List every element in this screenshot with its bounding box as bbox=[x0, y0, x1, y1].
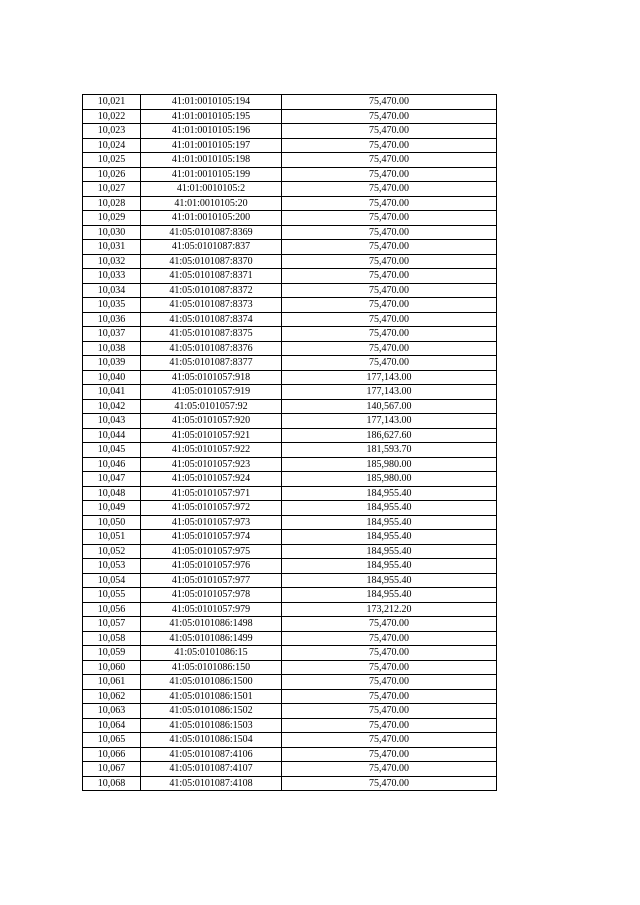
row-number-cell: 10,045 bbox=[83, 443, 141, 458]
table-row bbox=[83, 370, 497, 385]
cadastral-number-cell: 41:01:0010105:20 bbox=[141, 196, 282, 211]
row-number-cell: 10,030 bbox=[83, 225, 141, 240]
row-number-cell: 10,039 bbox=[83, 356, 141, 371]
cadastral-number-cell: 41:01:0010105:194 bbox=[141, 95, 282, 110]
cadastral-number-cell: 41:05:0101057:918 bbox=[141, 370, 282, 385]
row-number-cell: 10,059 bbox=[83, 646, 141, 661]
cadastral-number-cell: 41:05:0101057:971 bbox=[141, 486, 282, 501]
table-row bbox=[83, 530, 497, 545]
table-row bbox=[83, 385, 497, 400]
value-cell: 184,955.40 bbox=[282, 559, 497, 574]
value-cell: 185,980.00 bbox=[282, 472, 497, 487]
cadastral-number-cell: 41:05:0101057:924 bbox=[141, 472, 282, 487]
value-cell: 186,627.60 bbox=[282, 428, 497, 443]
cadastral-number-cell: 41:05:0101057:977 bbox=[141, 573, 282, 588]
table-row bbox=[83, 414, 497, 429]
row-number-cell: 10,050 bbox=[83, 515, 141, 530]
row-number-cell: 10,033 bbox=[83, 269, 141, 284]
row-number-cell: 10,034 bbox=[83, 283, 141, 298]
table-row bbox=[83, 269, 497, 284]
cadastral-number-cell: 41:05:0101086:15 bbox=[141, 646, 282, 661]
row-number-cell: 10,036 bbox=[83, 312, 141, 327]
cadastral-number-cell: 41:05:0101087:4106 bbox=[141, 747, 282, 762]
value-cell: 75,470.00 bbox=[282, 298, 497, 313]
cadastral-number-cell: 41:05:0101087:837 bbox=[141, 240, 282, 255]
row-number-cell: 10,061 bbox=[83, 675, 141, 690]
table-row bbox=[83, 515, 497, 530]
table-body bbox=[83, 95, 497, 791]
value-cell: 177,143.00 bbox=[282, 370, 497, 385]
cadastral-number-cell: 41:01:0010105:197 bbox=[141, 138, 282, 153]
table-row bbox=[83, 704, 497, 719]
value-cell: 75,470.00 bbox=[282, 675, 497, 690]
value-cell: 75,470.00 bbox=[282, 283, 497, 298]
row-number-cell: 10,060 bbox=[83, 660, 141, 675]
data-table bbox=[82, 94, 497, 791]
table-row bbox=[83, 124, 497, 139]
table-row bbox=[83, 211, 497, 226]
cadastral-number-cell: 41:05:0101057:973 bbox=[141, 515, 282, 530]
cadastral-number-cell: 41:05:0101087:8369 bbox=[141, 225, 282, 240]
table-row bbox=[83, 153, 497, 168]
value-cell: 75,470.00 bbox=[282, 617, 497, 632]
table-row bbox=[83, 443, 497, 458]
value-cell: 177,143.00 bbox=[282, 385, 497, 400]
row-number-cell: 10,067 bbox=[83, 762, 141, 777]
cadastral-number-cell: 41:05:0101087:8373 bbox=[141, 298, 282, 313]
row-number-cell: 10,054 bbox=[83, 573, 141, 588]
cadastral-number-cell: 41:01:0010105:195 bbox=[141, 109, 282, 124]
table-row bbox=[83, 588, 497, 603]
row-number-cell: 10,026 bbox=[83, 167, 141, 182]
value-cell: 184,955.40 bbox=[282, 573, 497, 588]
row-number-cell: 10,025 bbox=[83, 153, 141, 168]
value-cell: 75,470.00 bbox=[282, 196, 497, 211]
table-row bbox=[83, 718, 497, 733]
table-row bbox=[83, 283, 497, 298]
table-row bbox=[83, 573, 497, 588]
table-row bbox=[83, 225, 497, 240]
cadastral-number-cell: 41:05:0101057:920 bbox=[141, 414, 282, 429]
table-row bbox=[83, 646, 497, 661]
table-row bbox=[83, 472, 497, 487]
value-cell: 75,470.00 bbox=[282, 733, 497, 748]
cadastral-number-cell: 41:05:0101057:922 bbox=[141, 443, 282, 458]
cadastral-number-cell: 41:05:0101087:8374 bbox=[141, 312, 282, 327]
row-number-cell: 10,051 bbox=[83, 530, 141, 545]
table-row bbox=[83, 501, 497, 516]
value-cell: 75,470.00 bbox=[282, 689, 497, 704]
cadastral-number-cell: 41:05:0101087:8376 bbox=[141, 341, 282, 356]
table-row bbox=[83, 457, 497, 472]
value-cell: 75,470.00 bbox=[282, 240, 497, 255]
value-cell: 184,955.40 bbox=[282, 486, 497, 501]
cadastral-number-cell: 41:05:0101057:974 bbox=[141, 530, 282, 545]
row-number-cell: 10,023 bbox=[83, 124, 141, 139]
table-row bbox=[83, 327, 497, 342]
value-cell: 75,470.00 bbox=[282, 631, 497, 646]
value-cell: 75,470.00 bbox=[282, 211, 497, 226]
table-row bbox=[83, 182, 497, 197]
row-number-cell: 10,040 bbox=[83, 370, 141, 385]
row-number-cell: 10,042 bbox=[83, 399, 141, 414]
cadastral-number-cell: 41:05:0101057:921 bbox=[141, 428, 282, 443]
cadastral-number-cell: 41:05:0101086:1499 bbox=[141, 631, 282, 646]
value-cell: 185,980.00 bbox=[282, 457, 497, 472]
value-cell: 75,470.00 bbox=[282, 776, 497, 791]
cadastral-number-cell: 41:05:0101087:8370 bbox=[141, 254, 282, 269]
value-cell: 75,470.00 bbox=[282, 762, 497, 777]
cadastral-number-cell: 41:05:0101087:8372 bbox=[141, 283, 282, 298]
value-cell: 75,470.00 bbox=[282, 327, 497, 342]
table-row bbox=[83, 240, 497, 255]
table-row bbox=[83, 109, 497, 124]
table-row bbox=[83, 167, 497, 182]
table-row bbox=[83, 776, 497, 791]
row-number-cell: 10,053 bbox=[83, 559, 141, 574]
value-cell: 75,470.00 bbox=[282, 704, 497, 719]
cadastral-number-cell: 41:01:0010105:199 bbox=[141, 167, 282, 182]
value-cell: 75,470.00 bbox=[282, 225, 497, 240]
row-number-cell: 10,065 bbox=[83, 733, 141, 748]
table-row bbox=[83, 675, 497, 690]
value-cell: 184,955.40 bbox=[282, 588, 497, 603]
value-cell: 75,470.00 bbox=[282, 109, 497, 124]
cadastral-number-cell: 41:05:0101057:919 bbox=[141, 385, 282, 400]
value-cell: 181,593.70 bbox=[282, 443, 497, 458]
cadastral-number-cell: 41:05:0101057:976 bbox=[141, 559, 282, 574]
value-cell: 75,470.00 bbox=[282, 254, 497, 269]
cadastral-number-cell: 41:01:0010105:200 bbox=[141, 211, 282, 226]
row-number-cell: 10,031 bbox=[83, 240, 141, 255]
row-number-cell: 10,063 bbox=[83, 704, 141, 719]
row-number-cell: 10,057 bbox=[83, 617, 141, 632]
row-number-cell: 10,048 bbox=[83, 486, 141, 501]
table-row bbox=[83, 341, 497, 356]
row-number-cell: 10,058 bbox=[83, 631, 141, 646]
value-cell: 75,470.00 bbox=[282, 341, 497, 356]
table-row bbox=[83, 95, 497, 110]
cadastral-number-cell: 41:05:0101087:8377 bbox=[141, 356, 282, 371]
table-row bbox=[83, 733, 497, 748]
table-row bbox=[83, 312, 497, 327]
value-cell: 184,955.40 bbox=[282, 530, 497, 545]
row-number-cell: 10,066 bbox=[83, 747, 141, 762]
table-row bbox=[83, 399, 497, 414]
cadastral-number-cell: 41:05:0101057:923 bbox=[141, 457, 282, 472]
table-row bbox=[83, 486, 497, 501]
value-cell: 75,470.00 bbox=[282, 718, 497, 733]
row-number-cell: 10,029 bbox=[83, 211, 141, 226]
value-cell: 173,212.20 bbox=[282, 602, 497, 617]
value-cell: 75,470.00 bbox=[282, 747, 497, 762]
value-cell: 75,470.00 bbox=[282, 182, 497, 197]
cadastral-number-cell: 41:01:0010105:2 bbox=[141, 182, 282, 197]
row-number-cell: 10,021 bbox=[83, 95, 141, 110]
cadastral-number-cell: 41:05:0101057:92 bbox=[141, 399, 282, 414]
row-number-cell: 10,044 bbox=[83, 428, 141, 443]
value-cell: 75,470.00 bbox=[282, 167, 497, 182]
cadastral-number-cell: 41:05:0101086:1504 bbox=[141, 733, 282, 748]
table-row bbox=[83, 689, 497, 704]
row-number-cell: 10,041 bbox=[83, 385, 141, 400]
row-number-cell: 10,064 bbox=[83, 718, 141, 733]
value-cell: 75,470.00 bbox=[282, 356, 497, 371]
row-number-cell: 10,055 bbox=[83, 588, 141, 603]
row-number-cell: 10,052 bbox=[83, 544, 141, 559]
table-row bbox=[83, 428, 497, 443]
row-number-cell: 10,046 bbox=[83, 457, 141, 472]
cadastral-number-cell: 41:05:0101086:150 bbox=[141, 660, 282, 675]
value-cell: 184,955.40 bbox=[282, 515, 497, 530]
cadastral-number-cell: 41:05:0101087:4108 bbox=[141, 776, 282, 791]
cadastral-number-cell: 41:05:0101057:978 bbox=[141, 588, 282, 603]
cadastral-number-cell: 41:05:0101087:8371 bbox=[141, 269, 282, 284]
table-row bbox=[83, 631, 497, 646]
value-cell: 75,470.00 bbox=[282, 95, 497, 110]
table-row bbox=[83, 196, 497, 211]
cadastral-number-cell: 41:05:0101057:979 bbox=[141, 602, 282, 617]
row-number-cell: 10,024 bbox=[83, 138, 141, 153]
row-number-cell: 10,068 bbox=[83, 776, 141, 791]
table-row bbox=[83, 660, 497, 675]
cadastral-number-cell: 41:05:0101087:4107 bbox=[141, 762, 282, 777]
cadastral-number-cell: 41:05:0101086:1501 bbox=[141, 689, 282, 704]
value-cell: 75,470.00 bbox=[282, 660, 497, 675]
cadastral-number-cell: 41:05:0101086:1502 bbox=[141, 704, 282, 719]
row-number-cell: 10,056 bbox=[83, 602, 141, 617]
value-cell: 75,470.00 bbox=[282, 138, 497, 153]
value-cell: 177,143.00 bbox=[282, 414, 497, 429]
table-row bbox=[83, 602, 497, 617]
cadastral-number-cell: 41:05:0101087:8375 bbox=[141, 327, 282, 342]
table-row bbox=[83, 298, 497, 313]
row-number-cell: 10,043 bbox=[83, 414, 141, 429]
cadastral-number-cell: 41:01:0010105:196 bbox=[141, 124, 282, 139]
table-row bbox=[83, 762, 497, 777]
table-row bbox=[83, 747, 497, 762]
table-row bbox=[83, 254, 497, 269]
value-cell: 75,470.00 bbox=[282, 312, 497, 327]
cadastral-number-cell: 41:05:0101086:1500 bbox=[141, 675, 282, 690]
row-number-cell: 10,062 bbox=[83, 689, 141, 704]
row-number-cell: 10,047 bbox=[83, 472, 141, 487]
row-number-cell: 10,022 bbox=[83, 109, 141, 124]
row-number-cell: 10,032 bbox=[83, 254, 141, 269]
row-number-cell: 10,049 bbox=[83, 501, 141, 516]
table-row bbox=[83, 559, 497, 574]
value-cell: 184,955.40 bbox=[282, 544, 497, 559]
row-number-cell: 10,037 bbox=[83, 327, 141, 342]
cadastral-number-cell: 41:05:0101057:972 bbox=[141, 501, 282, 516]
row-number-cell: 10,038 bbox=[83, 341, 141, 356]
row-number-cell: 10,035 bbox=[83, 298, 141, 313]
value-cell: 75,470.00 bbox=[282, 269, 497, 284]
value-cell: 184,955.40 bbox=[282, 501, 497, 516]
row-number-cell: 10,027 bbox=[83, 182, 141, 197]
cadastral-number-cell: 41:05:0101086:1498 bbox=[141, 617, 282, 632]
cadastral-number-cell: 41:05:0101057:975 bbox=[141, 544, 282, 559]
cadastral-number-cell: 41:01:0010105:198 bbox=[141, 153, 282, 168]
value-cell: 75,470.00 bbox=[282, 646, 497, 661]
table-row bbox=[83, 617, 497, 632]
value-cell: 75,470.00 bbox=[282, 124, 497, 139]
cadastral-number-cell: 41:05:0101086:1503 bbox=[141, 718, 282, 733]
value-cell: 75,470.00 bbox=[282, 153, 497, 168]
row-number-cell: 10,028 bbox=[83, 196, 141, 211]
table-row bbox=[83, 356, 497, 371]
table-row bbox=[83, 544, 497, 559]
table-row bbox=[83, 138, 497, 153]
value-cell: 140,567.00 bbox=[282, 399, 497, 414]
